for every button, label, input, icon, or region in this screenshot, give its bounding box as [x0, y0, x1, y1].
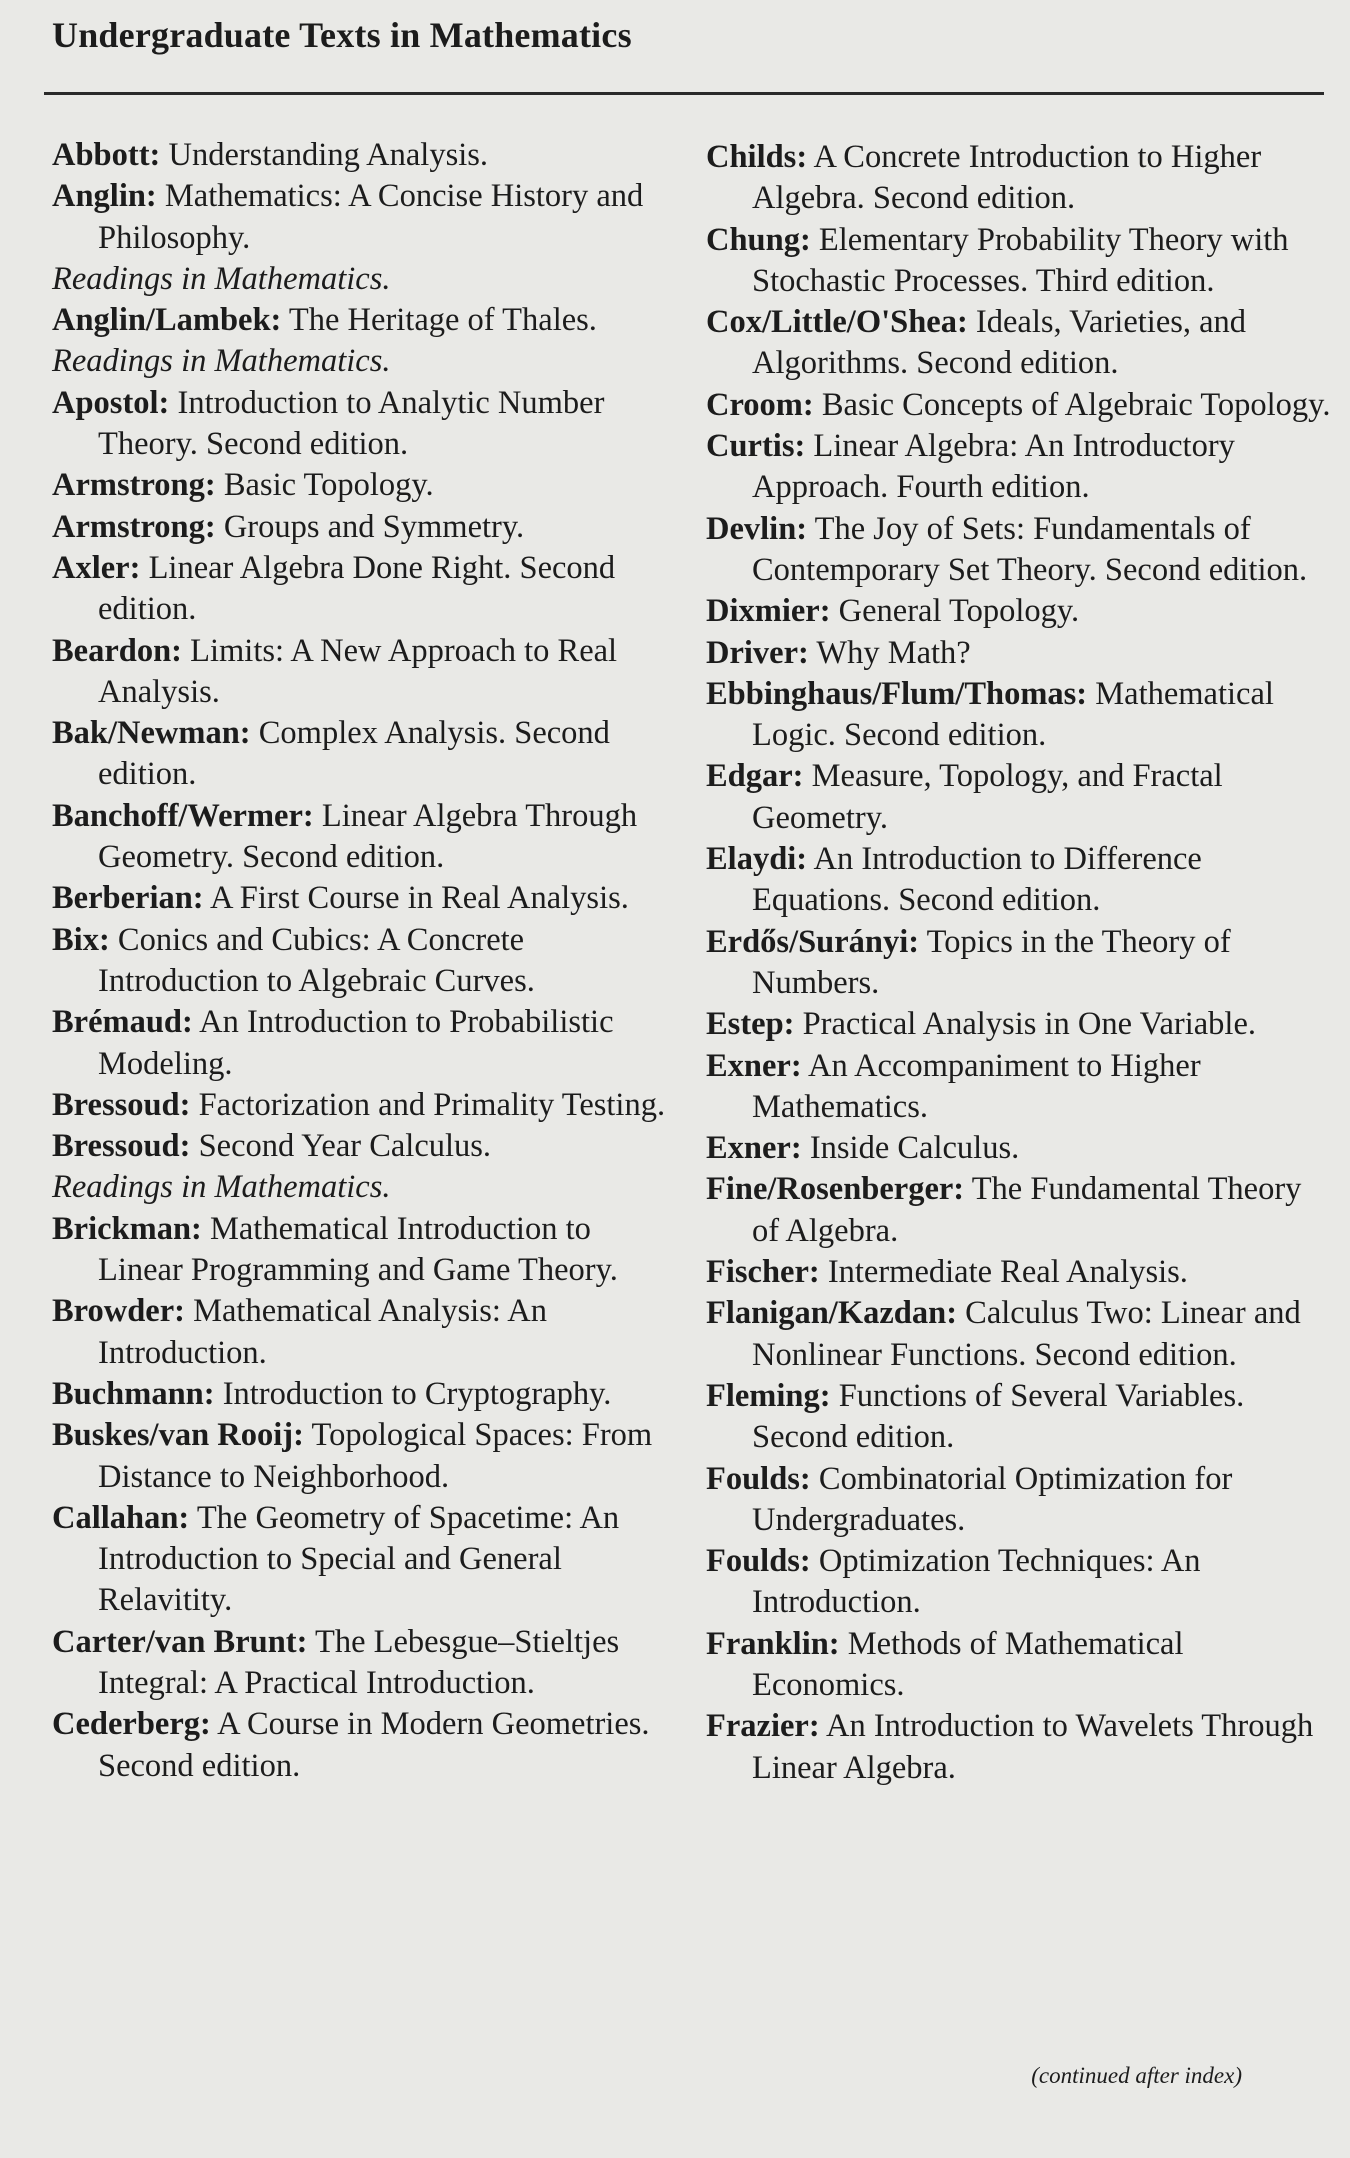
book-series: Readings in Mathematics.	[52, 260, 391, 297]
book-author: Dixmier:	[706, 593, 831, 630]
book-author: Anglin:	[52, 178, 157, 215]
book-entry	[52, 1415, 682, 1498]
book-author: Brémaud:	[52, 1004, 193, 1041]
book-title: Introduction to Cryptography.	[222, 1375, 612, 1412]
book-author: Buskes/van Rooij:	[52, 1417, 304, 1454]
book-entry	[52, 176, 682, 300]
header-rule	[44, 92, 1324, 95]
continued-note: (continued after index)	[1031, 2063, 1242, 2088]
book-title: Inside Calculus.	[809, 1130, 1020, 1167]
book-author: Abbott:	[52, 137, 161, 173]
book-title: Methods of Mathematical Economics.	[752, 1625, 1184, 1703]
book-title: Calculus Two: Linear and Nonlinear Functions. Second edition.	[752, 1295, 1301, 1373]
book-title: Factorization and Primality Testing.	[198, 1086, 666, 1123]
book-entry	[706, 220, 1336, 303]
book-author: Anglin/Lambek:	[52, 302, 282, 339]
book-entry	[706, 1293, 1336, 1376]
book-entry	[706, 1128, 1336, 1169]
book-title: Linear Algebra: An Introductory Approach. Fourth edition.	[752, 428, 1235, 506]
book-entry	[706, 1252, 1336, 1293]
book-entry	[52, 796, 682, 879]
book-entry	[706, 137, 1336, 220]
book-author: Estep:	[706, 1006, 795, 1043]
book-author: Axler:	[52, 549, 141, 586]
book-entry	[52, 1291, 682, 1374]
book-series: Readings in Mathematics.	[52, 1169, 391, 1206]
book-author: Frazier:	[706, 1708, 820, 1745]
book-author: Bix:	[52, 921, 110, 958]
book-title: Conics and Cubics: A Concrete Introduction to Algebraic Curves.	[98, 921, 535, 999]
book-title: Combinatorial Optimization for Undergraduates.	[752, 1460, 1233, 1538]
book-author: Apostol:	[52, 384, 170, 421]
book-title: General Topology.	[838, 593, 1080, 630]
book-title: Intermediate Real Analysis.	[827, 1254, 1188, 1291]
book-author: Croom:	[706, 386, 814, 423]
book-entry	[706, 1004, 1336, 1045]
book-entry	[52, 920, 682, 1003]
book-entry	[52, 1209, 682, 1292]
book-author: Driver:	[706, 634, 809, 671]
book-entry	[706, 591, 1336, 632]
book-entry	[52, 713, 682, 796]
book-title: Introduction to Analytic Number Theory. Second edition.	[98, 384, 605, 463]
book-author: Curtis:	[706, 428, 806, 465]
book-entry	[52, 135, 682, 176]
book-author: Buchmann:	[52, 1375, 215, 1412]
book-title: Limits: A New Approach to Real Analysis.	[98, 632, 618, 710]
right-column	[706, 137, 1336, 1789]
book-title: Ideals, Varieties, and Algorithms. Second edition.	[752, 304, 1247, 382]
book-author: Carter/van Brunt:	[52, 1623, 308, 1660]
book-title: A Course in Modern Geometries. Second edition.	[98, 1706, 650, 1784]
book-entry	[706, 1169, 1336, 1252]
book-author: Bressoud:	[52, 1128, 191, 1165]
book-entry	[52, 548, 682, 631]
book-entry	[706, 509, 1336, 592]
book-title: Measure, Topology, and Fractal Geometry.	[752, 758, 1223, 836]
book-entry	[52, 878, 682, 919]
book-entry	[52, 300, 682, 383]
book-title: Why Math?	[816, 634, 971, 671]
page-title: Undergraduate Texts in Mathematics	[52, 15, 632, 55]
book-entry	[52, 631, 682, 714]
book-author: Bak/Newman:	[52, 715, 251, 752]
book-author: Exner:	[706, 1047, 802, 1084]
book-title: Optimization Techniques: An Introduction.	[752, 1543, 1201, 1621]
book-title: An Introduction to Probabilistic Modeling.	[98, 1004, 614, 1082]
book-author: Exner:	[706, 1130, 802, 1167]
book-entry	[52, 383, 682, 466]
book-author: Cederberg:	[52, 1706, 211, 1743]
book-author: Flanigan/Kazdan:	[706, 1295, 958, 1332]
book-title: Topological Spaces: From Distance to Neighborhood.	[98, 1417, 653, 1495]
book-author: Franklin:	[706, 1625, 840, 1662]
book-author: Edgar:	[706, 758, 804, 795]
book-title: Groups and Symmetry.	[223, 508, 525, 545]
book-author: Erdős/Surányi:	[706, 923, 920, 960]
book-title: An Accompaniment to Higher Mathematics.	[752, 1047, 1201, 1125]
book-title: Linear Algebra Through Geometry. Second edition.	[98, 797, 638, 876]
book-title: An Introduction to Wavelets Through Linear Algebra.	[752, 1708, 1314, 1786]
book-author: Armstrong:	[52, 467, 216, 504]
book-author: Foulds:	[706, 1543, 811, 1580]
book-title: Linear Algebra Done Right. Second edition.	[98, 549, 616, 628]
book-title: An Introduction to Difference Equations. Second edition.	[752, 841, 1202, 919]
book-entry	[706, 385, 1336, 426]
book-title: Mathematics: A Concise History and Philosophy.	[98, 178, 644, 256]
book-entry	[52, 1374, 682, 1415]
left-column	[52, 135, 682, 1787]
book-title: The Geometry of Spacetime: An Introduction to Special and General Relavitity.	[98, 1499, 620, 1619]
book-author: Devlin:	[706, 510, 808, 547]
book-entry	[52, 1126, 682, 1209]
book-author: Fine/Rosenberger:	[706, 1171, 965, 1208]
book-author: Elaydi:	[706, 841, 808, 878]
book-entry	[706, 302, 1336, 385]
book-title: Second Year Calculus.	[198, 1128, 492, 1165]
book-author: Chung:	[706, 221, 811, 258]
book-author: Fischer:	[706, 1254, 820, 1291]
book-author: Childs:	[706, 139, 808, 175]
book-title: Mathematical Analysis: An Introduction.	[98, 1293, 547, 1371]
book-author: Fleming:	[706, 1377, 831, 1414]
book-entry	[706, 756, 1336, 839]
book-title: Complex Analysis. Second edition.	[98, 715, 610, 793]
book-author: Callahan:	[52, 1499, 190, 1536]
book-author: Brickman:	[52, 1210, 202, 1247]
book-entry	[706, 1459, 1336, 1542]
book-entry	[52, 507, 682, 548]
book-title: Basic Concepts of Algebraic Topology.	[821, 386, 1331, 423]
book-title: Functions of Several Variables. Second edition.	[752, 1377, 1245, 1456]
book-title: A Concrete Introduction to Higher Algebra. Second edition.	[752, 139, 1262, 217]
book-title: Elementary Probability Theory with Stochastic Processes. Third edition.	[752, 221, 1289, 299]
book-title: Topics in the Theory of Numbers.	[752, 923, 1231, 1001]
book-author: Bressoud:	[52, 1086, 191, 1123]
book-series: Readings in Mathematics.	[52, 343, 391, 380]
book-entry	[52, 465, 682, 506]
book-entry	[52, 1498, 682, 1622]
book-entry	[52, 1085, 682, 1126]
book-entry	[52, 1002, 682, 1085]
book-title: Basic Topology.	[223, 467, 434, 504]
book-entry	[706, 1541, 1336, 1624]
book-author: Cox/Little/O'Shea:	[706, 304, 968, 341]
book-author: Armstrong:	[52, 508, 216, 545]
book-entry	[706, 1046, 1336, 1129]
book-title: The Lebesgue–Stieltjes Integral: A Practical Introduction.	[98, 1623, 620, 1701]
book-title: The Fundamental Theory of Algebra.	[752, 1171, 1302, 1249]
book-author: Ebbinghaus/Flum/Thomas:	[706, 675, 1088, 712]
book-title: A First Course in Real Analysis.	[209, 880, 629, 917]
book-title: Mathematical Logic. Second edition.	[752, 675, 1274, 754]
book-entry	[52, 1622, 682, 1705]
book-entry	[706, 1376, 1336, 1459]
book-author: Foulds:	[706, 1460, 811, 1497]
book-entry	[52, 1704, 682, 1787]
book-entry	[706, 839, 1336, 922]
book-title: The Heritage of Thales.	[288, 302, 597, 339]
book-title: Practical Analysis in One Variable.	[802, 1006, 1256, 1043]
book-entry	[706, 922, 1336, 1005]
book-entry	[706, 633, 1336, 674]
book-entry	[706, 1624, 1336, 1707]
book-author: Banchoff/Wermer:	[52, 797, 314, 834]
book-author: Browder:	[52, 1293, 185, 1330]
book-entry	[706, 1706, 1336, 1789]
book-title: Mathematical Introduction to Linear Programming and Game Theory.	[98, 1210, 618, 1289]
book-author: Beardon:	[52, 632, 182, 669]
book-title: Understanding Analysis.	[168, 137, 489, 173]
book-entry	[706, 674, 1336, 757]
book-entry	[706, 426, 1336, 509]
book-title: The Joy of Sets: Fundamentals of Contemporary Set Theory. Second edition.	[752, 510, 1308, 588]
book-author: Berberian:	[52, 880, 204, 917]
